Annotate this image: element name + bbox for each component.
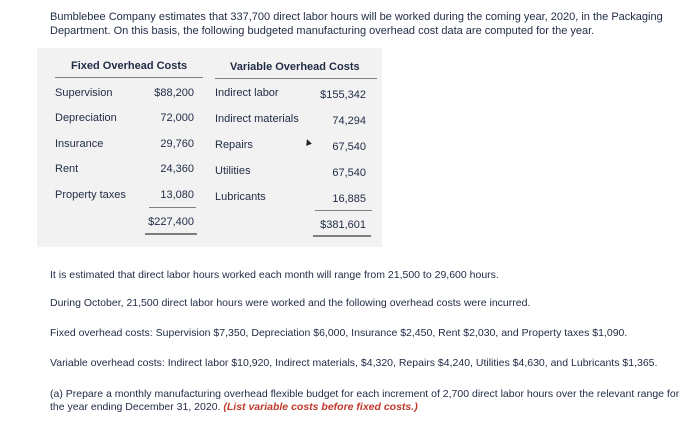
variable-total: $381,601: [320, 219, 366, 231]
fixed-row-label: Supervision: [55, 87, 113, 99]
paragraph-october: During October, 21,500 direct labor hours were worked and the following overhead costs were incurred.: [50, 297, 531, 309]
variable-row-value: 16,885: [332, 193, 366, 205]
variable-row-value: 67,540: [332, 141, 366, 153]
variable-row-label: Indirect materials: [215, 113, 299, 125]
fixed-row-value: 29,760: [160, 138, 194, 150]
variable-row-label: Repairs: [215, 139, 253, 151]
variable-row-value: $155,342: [320, 89, 366, 101]
fixed-row-label: Rent: [55, 163, 79, 175]
fixed-overhead-header: Fixed Overhead Costs: [71, 60, 188, 72]
overhead-cost-table: [37, 48, 382, 247]
fixed-row-label: Property taxes: [55, 189, 126, 201]
variable-row-label: Indirect labor: [215, 87, 279, 99]
fixed-row-value: $88,200: [154, 87, 194, 99]
question-a-note: (List variable costs before fixed costs.): [223, 401, 418, 413]
fixed-header-underline: [55, 77, 203, 78]
variable-row-value: 74,294: [332, 115, 366, 127]
variable-header-underline: [215, 78, 377, 79]
fixed-total: $227,400: [148, 216, 194, 228]
question-a: [50, 388, 680, 414]
question-a-text: (a) Prepare a monthly manufacturing overhead flexible budget for each increment of 2,700 direct labor hours over the relevant range for the year ending December 31, 2020.: [50, 388, 680, 413]
fixed-row-value: 13,080: [160, 189, 194, 201]
fixed-subtotal-rule: [149, 207, 196, 208]
paragraph-fixed-actual: Fixed overhead costs: Supervision $7,350, Depreciation $6,000, Insurance $2,450, Rent $2,030, and Property taxes $1,090.: [50, 327, 628, 339]
variable-row-label: Lubricants: [215, 191, 266, 203]
paragraph-range: It is estimated that direct labor hours worked each month will range from 21,500 to 29,600 hours.: [50, 269, 499, 281]
fixed-row-value: 72,000: [160, 112, 194, 124]
fixed-row-value: 24,360: [160, 163, 194, 175]
fixed-row-label: Insurance: [55, 138, 104, 150]
problem-intro: Bumblebee Company estimates that 337,700 direct labor hours will be worked during the coming year, 2020, in the Packaging Department. On this basis, the following budgeted manufacturing overhead cost data are computed for the year.: [50, 11, 663, 37]
variable-row-value: 67,540: [332, 167, 366, 179]
variable-overhead-header: Variable Overhead Costs: [230, 61, 360, 73]
fixed-total-double-rule: [145, 233, 197, 235]
variable-row-label: Utilities: [215, 165, 251, 177]
variable-subtotal-rule: [315, 210, 372, 211]
variable-total-double-rule: [313, 235, 371, 237]
paragraph-variable-actual: Variable overhead costs: Indirect labor $10,920, Indirect materials, $4,320, Repairs $4,240, Utilities $4,630, and Lubricants $1,365.: [50, 357, 658, 369]
fixed-row-label: Depreciation: [55, 112, 117, 124]
